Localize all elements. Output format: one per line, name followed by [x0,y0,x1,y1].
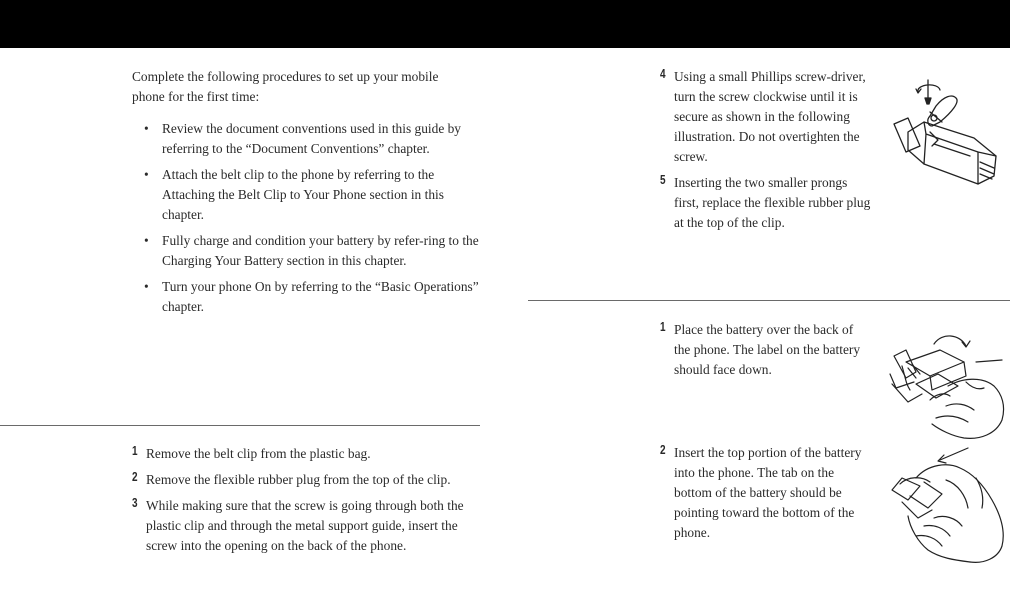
step-text: Remove the belt clip from the plastic bag. [146,446,371,461]
step-item [132,470,474,490]
step-number: 4 [660,67,666,81]
battery-steps-continued [660,443,870,549]
section-divider [528,300,1010,301]
step-item [660,320,870,380]
step-text: While making sure that the screw is going through both the plastic clip and through the metal support guide, insert the screw into the opening on the back of the phone. [146,498,464,553]
belt-clip-steps [132,444,474,562]
checklist-item: • Fully charge and condition your battery by refer-ring to the Charging Your Battery section in this chapter. [132,231,480,271]
step-item [660,67,874,167]
step-number: 1 [132,444,138,458]
checklist-item: • Turn your phone On by referring to the “Basic Operations” chapter. [132,277,480,317]
step-text: Inserting the two smaller prongs first, replace the flexible rubber plug at the top of the clip. [674,175,871,230]
section-divider [0,425,480,426]
step-item [660,443,870,543]
step-number: 1 [660,320,666,334]
battery-steps [660,320,870,386]
step-text: Remove the flexible rubber plug from the top of the clip. [146,472,451,487]
step-item [660,173,874,233]
step-text: Place the battery over the back of the phone. The label on the battery should face down. [674,322,861,377]
step-number: 2 [132,470,138,484]
setup-checklist [132,119,480,323]
step-number: 3 [132,496,138,510]
step-number: 5 [660,173,666,187]
belt-clip-steps-continued [660,67,874,239]
step-text: Insert the top portion of the battery into the phone. The tab on the bottom of the battery should be pointing toward the bottom of the phone. [674,445,862,540]
step-text: Using a small Phillips screw-driver, turn the screw clockwise until it is secure as shown in the following illustration. Do not overtighten the screw. [674,69,866,164]
battery-insert-illustration [888,442,1008,568]
step-item [132,496,474,556]
checklist-item: • Review the document conventions used in this guide by referring to the “Document Conventions” chapter. [132,119,480,159]
battery-placement-illustration [886,322,1008,444]
checklist-item: • Attach the belt clip to the phone by referring to the Attaching the Belt Clip to Your Phone section in this chapter. [132,165,480,225]
phone-belt-clip-screw-illustration [890,72,1008,190]
intro-paragraph: Complete the following procedures to set up your mobile phone for the first time: [132,69,439,104]
step-number: 2 [660,443,666,457]
page-header-bar [0,0,1010,48]
step-item [132,444,474,464]
